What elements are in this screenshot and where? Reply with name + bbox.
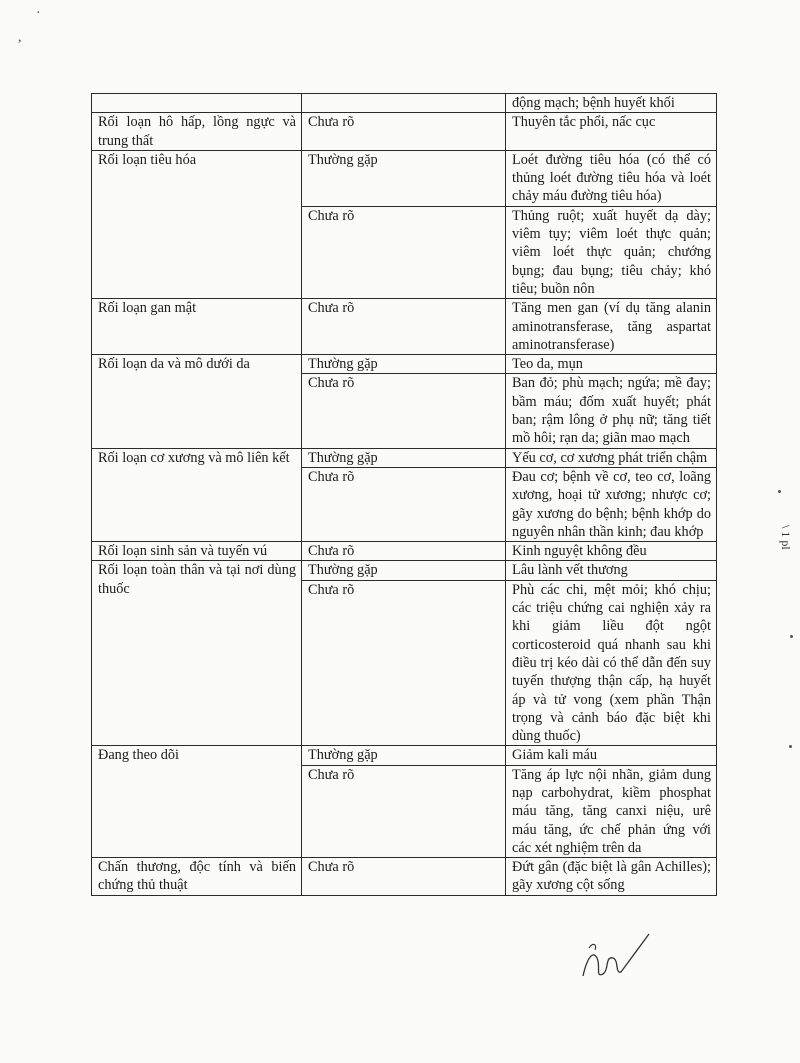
scan-speck — [790, 635, 793, 638]
frequency-cell: Chưa rõ — [302, 299, 506, 355]
frequency-cell: Thường gặp — [302, 355, 506, 374]
organ-class-cell: Chấn thương, độc tính và biến chứng thủ thuật — [92, 858, 302, 896]
organ-class-cell: Rối loạn sinh sản và tuyến vú — [92, 542, 302, 561]
table-row — [92, 113, 717, 151]
organ-class-cell: Rối loạn hô hấp, lồng ngực và trung thất — [92, 113, 302, 151]
effect-cell: Loét đường tiêu hóa (có thể có thủng loét đường tiêu hóa và loét chảy máu đường tiêu hóa) — [506, 150, 717, 206]
table-row — [92, 355, 717, 374]
scan-speck: , — [18, 30, 22, 45]
frequency-cell — [302, 94, 506, 113]
frequency-cell: Chưa rõ — [302, 858, 506, 896]
effect-cell: Thuyên tắc phổi, nấc cục — [506, 113, 717, 151]
scan-speck — [789, 745, 792, 748]
effect-cell: Tăng áp lực nội nhãn, giảm dung nạp carbohydrat, kiềm phosphat máu tăng, tăng canxi niệu, urê máu tăng, ức chế phản ứng với các xét nghiệm trên da — [506, 765, 717, 857]
effect-cell: Lâu lành vết thương — [506, 561, 717, 580]
table-row — [92, 94, 717, 113]
effect-cell: Tăng men gan (ví dụ tăng alanin aminotransferase, tăng aspartat aminotransferase) — [506, 299, 717, 355]
table-row — [92, 299, 717, 355]
effect-cell: Yếu cơ, cơ xương phát triển chậm — [506, 448, 717, 467]
frequency-cell: Chưa rõ — [302, 467, 506, 541]
organ-class-cell — [92, 94, 302, 113]
frequency-cell: Chưa rõ — [302, 580, 506, 746]
organ-class-cell: Rối loạn tiêu hóa — [92, 150, 302, 298]
effect-cell: động mạch; bệnh huyết khối — [506, 94, 717, 113]
organ-class-cell: Đang theo dõi — [92, 746, 302, 858]
effect-cell: Teo da, mụn — [506, 355, 717, 374]
organ-class-cell: Rối loạn toàn thân và tại nơi dùng thuốc — [92, 561, 302, 746]
effect-cell: Giảm kali máu — [506, 746, 717, 765]
frequency-cell: Chưa rõ — [302, 206, 506, 298]
frequency-cell: Thường gặp — [302, 561, 506, 580]
table-row — [92, 746, 717, 765]
organ-class-cell: Rối loạn cơ xương và mô liên kết — [92, 448, 302, 541]
frequency-cell: Chưa rõ — [302, 542, 506, 561]
table-row — [92, 448, 717, 467]
organ-class-cell: Rối loạn gan mật — [92, 299, 302, 355]
effect-cell: Thủng ruột; xuất huyết dạ dày; viêm tụy; viêm loét thực quản; viêm loét thực quản; chướng bụng; đau bụng; tiêu chảy; khó tiêu; buồn nôn — [506, 206, 717, 298]
margin-annotation: \ 1 pl — [779, 525, 793, 550]
scan-speck: · — [36, 6, 41, 21]
frequency-cell: Chưa rõ — [302, 765, 506, 857]
effect-cell: Kinh nguyệt không đều — [506, 542, 717, 561]
table-row — [92, 542, 717, 561]
handwritten-signature — [575, 928, 655, 988]
table-row — [92, 858, 717, 896]
adverse-effects-table — [91, 93, 717, 896]
effect-cell: Phù các chi, mệt mỏi; khó chịu; các triệu chứng cai nghiện xảy ra khi giảm liều đột ngột corticosteroid quá nhanh sau khi điều trị kéo dài có thể dẫn đến suy tuyến thượng thận cấp, hạ huyết áp và tử vong (xem phần Thận trọng và cảnh báo đặc biệt khi dùng thuốc) — [506, 580, 717, 746]
frequency-cell: Chưa rõ — [302, 113, 506, 151]
table-row — [92, 150, 717, 206]
effect-cell: Đứt gân (đặc biệt là gân Achilles); gãy xương cột sống — [506, 858, 717, 896]
frequency-cell: Thường gặp — [302, 746, 506, 765]
scan-speck — [778, 490, 781, 493]
effect-cell: Đau cơ; bệnh về cơ, teo cơ, loãng xương, hoại tử xương; nhược cơ; gãy xương do bệnh; bệnh khớp do nguyên nhân thần kinh; đau khớp — [506, 467, 717, 541]
frequency-cell: Thường gặp — [302, 150, 506, 206]
frequency-cell: Chưa rõ — [302, 374, 506, 448]
frequency-cell: Thường gặp — [302, 448, 506, 467]
table-row — [92, 561, 717, 580]
organ-class-cell: Rối loạn da và mô dưới da — [92, 355, 302, 448]
effect-cell: Ban đỏ; phù mạch; ngứa; mề đay; bầm máu; đốm xuất huyết; phát ban; rậm lông ở phụ nữ; tăng tiết mồ hôi; rạn da; giãn mao mạch — [506, 374, 717, 448]
